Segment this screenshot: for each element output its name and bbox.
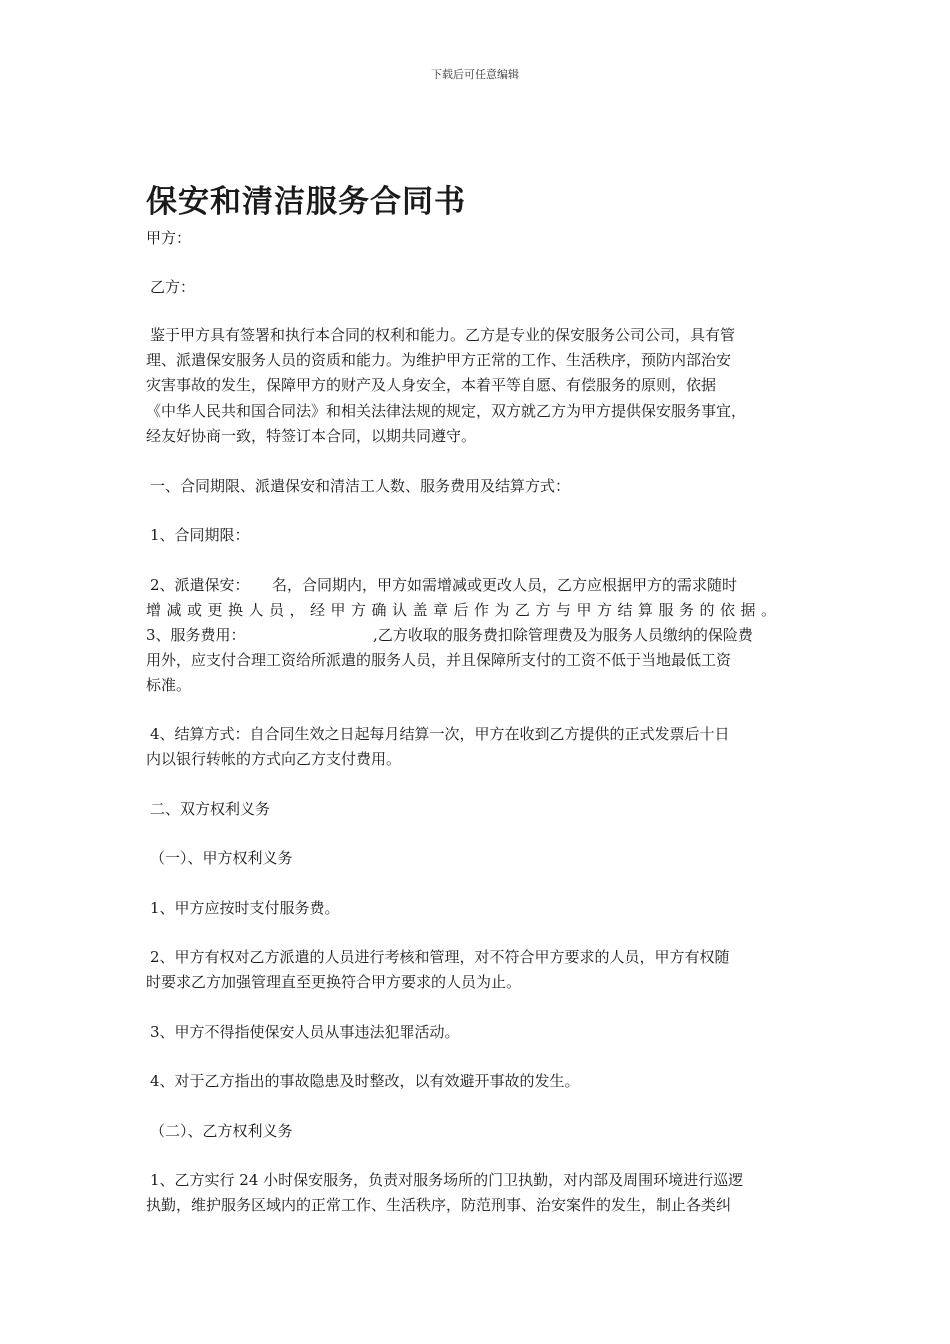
subsection-a-heading: （一）、甲方权利义务 <box>150 849 293 867</box>
item-line: 3、服务费用： ,乙方收取的服务费扣除管理费及为服务人员缴纳的保险费 <box>146 626 753 644</box>
item-line: 4、结算方式：自合同生效之日起每月结算一次，甲方在收到乙方提供的正式发票后十日 <box>150 725 730 743</box>
item-line: 内以银行转帐的方式向乙方支付费用。 <box>146 750 402 768</box>
party-a-item-1: 1、甲方应按时支付服务费。 <box>150 899 340 917</box>
item-line: 标准。 <box>146 676 192 694</box>
section-2-heading: 二、双方权利义务 <box>150 800 271 818</box>
section-1-heading: 一、合同期限、派遣保安和清洁工人数、服务费用及结算方式： <box>150 477 571 495</box>
preamble-line: 灾害事故的发生，保障甲方的财产及人身安全，本着平等自愿、有偿服务的原则，依据 <box>146 376 717 394</box>
item-line: 用外，应支付合理工资给所派遣的服务人员，并且保障所支付的工资不低于当地最低工资 <box>146 651 732 669</box>
item-line: 时要求乙方加强管理直至更换符合甲方要求的人员为止。 <box>146 973 522 991</box>
page-header: 下载后可任意编辑 <box>431 68 519 81</box>
party-a-item-3: 3、甲方不得指使保安人员从事违法犯罪活动。 <box>150 1023 460 1041</box>
preamble-line: 《中华人民共和国合同法》和相关法律法规的规定，双方就乙方为甲方提供保安服务事宜， <box>146 402 747 420</box>
item-line: 2、甲方有权对乙方派遣的人员进行考核和管理，对不符合甲方要求的人员，甲方有权随 <box>150 948 730 966</box>
preamble-line: 鉴于甲方具有签署和执行本合同的权利和能力。乙方是专业的保安服务公司公司，具有管 <box>150 326 736 344</box>
section-1-item-1: 1、合同期限： <box>150 526 250 544</box>
document-title: 保安和清洁服务合同书 <box>146 184 466 220</box>
item-line: 1、乙方实行 24 小时保安服务，负责对服务场所的门卫执勤，对内部及周围环境进行巡逻 <box>150 1171 744 1189</box>
item-line: 执勤，维护服务区域内的正常工作、生活秩序，防范刑事、治安案件的发生，制止各类纠 <box>146 1196 732 1214</box>
item-line: 增减或更换人员，经甲方确认盖章后作为乙方与甲方结算服务的依据。 <box>146 601 776 619</box>
party-b-label: 乙方： <box>150 278 196 296</box>
preamble-line: 理、派遣保安服务人员的资质和能力。为维护甲方正常的工作、生活秩序，预防内部治安 <box>146 351 732 369</box>
subsection-b-heading: （二）、乙方权利义务 <box>150 1122 293 1140</box>
preamble-line: 经友好协商一致，特签订本合同，以期共同遵守。 <box>146 427 477 445</box>
party-a-label: 甲方： <box>146 229 192 247</box>
party-a-item-4: 4、对于乙方指出的事故隐患及时整改，以有效避开事故的发生。 <box>150 1072 580 1090</box>
item-line: 2、派遣保安： 名，合同期内，甲方如需增减或更改人员，乙方应根据甲方的需求随时 <box>150 576 738 594</box>
